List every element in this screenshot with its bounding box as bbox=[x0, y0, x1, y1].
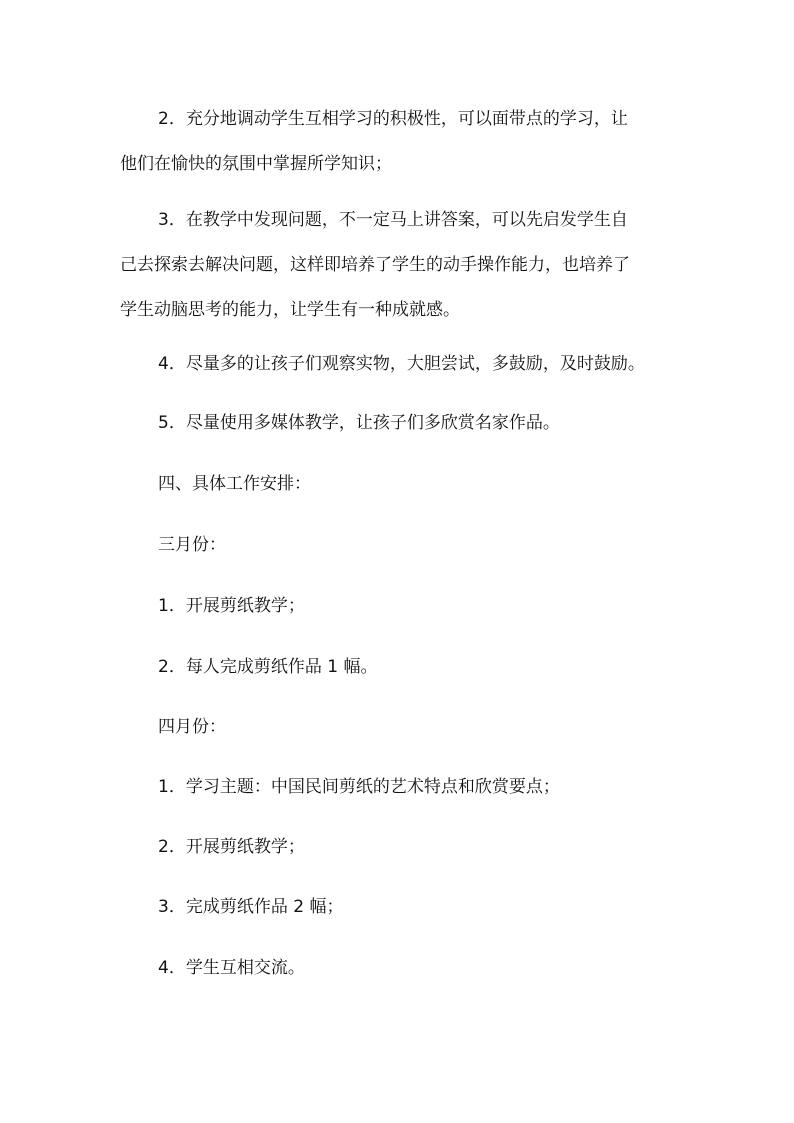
list-item: 3．完成剪纸作品 2 幅； bbox=[158, 897, 344, 917]
march-item-1 bbox=[120, 595, 680, 617]
april-item-3 bbox=[120, 896, 680, 918]
section-heading: 四、具体工作安排： bbox=[158, 474, 311, 494]
paragraph-line: 己去探索去解决问题，这样即培养了学生的动手操作能力，也培养了 bbox=[120, 255, 630, 275]
month-heading-march bbox=[120, 534, 680, 556]
paragraph-4-observe-objects bbox=[120, 353, 680, 375]
month-heading-april bbox=[120, 716, 680, 738]
paragraph-line: 3．在教学中发现问题，不一定马上讲答案，可以先启发学生自 bbox=[158, 210, 628, 230]
april-item-1 bbox=[120, 776, 680, 798]
list-item: 1．开展剪纸教学； bbox=[158, 596, 305, 616]
march-item-2 bbox=[120, 656, 680, 678]
april-item-2 bbox=[120, 836, 680, 858]
section-heading-work-arrangement bbox=[120, 473, 680, 495]
paragraph-3-problem-solving bbox=[120, 209, 680, 321]
list-item: 1．学习主题：中国民间剪纸的艺术特点和欣赏要点； bbox=[158, 777, 560, 797]
paragraph-line: 他们在愉快的氛围中掌握所学知识； bbox=[120, 154, 392, 174]
list-item: 2．每人完成剪纸作品 1 幅。 bbox=[158, 657, 378, 677]
paragraph-line: 5．尽量使用多媒体教学，让孩子们多欣赏名家作品。 bbox=[158, 413, 560, 433]
month-heading: 三月份： bbox=[158, 535, 226, 555]
paragraph-line: 学生动脑思考的能力，让学生有一种成就感。 bbox=[120, 300, 460, 320]
list-item: 4．学生互相交流。 bbox=[158, 958, 305, 978]
april-item-4 bbox=[120, 957, 680, 979]
list-item: 2．开展剪纸教学； bbox=[158, 837, 305, 857]
paragraph-line: 4．尽量多的让孩子们观察实物，大胆尝试，多鼓励，及时鼓励。 bbox=[158, 354, 645, 374]
paragraph-5-multimedia bbox=[120, 412, 680, 434]
paragraph-2-mutual-learning bbox=[120, 108, 680, 175]
paragraph-line: 2．充分地调动学生互相学习的积极性，可以面带点的学习，让 bbox=[158, 109, 628, 129]
month-heading: 四月份： bbox=[158, 717, 226, 737]
